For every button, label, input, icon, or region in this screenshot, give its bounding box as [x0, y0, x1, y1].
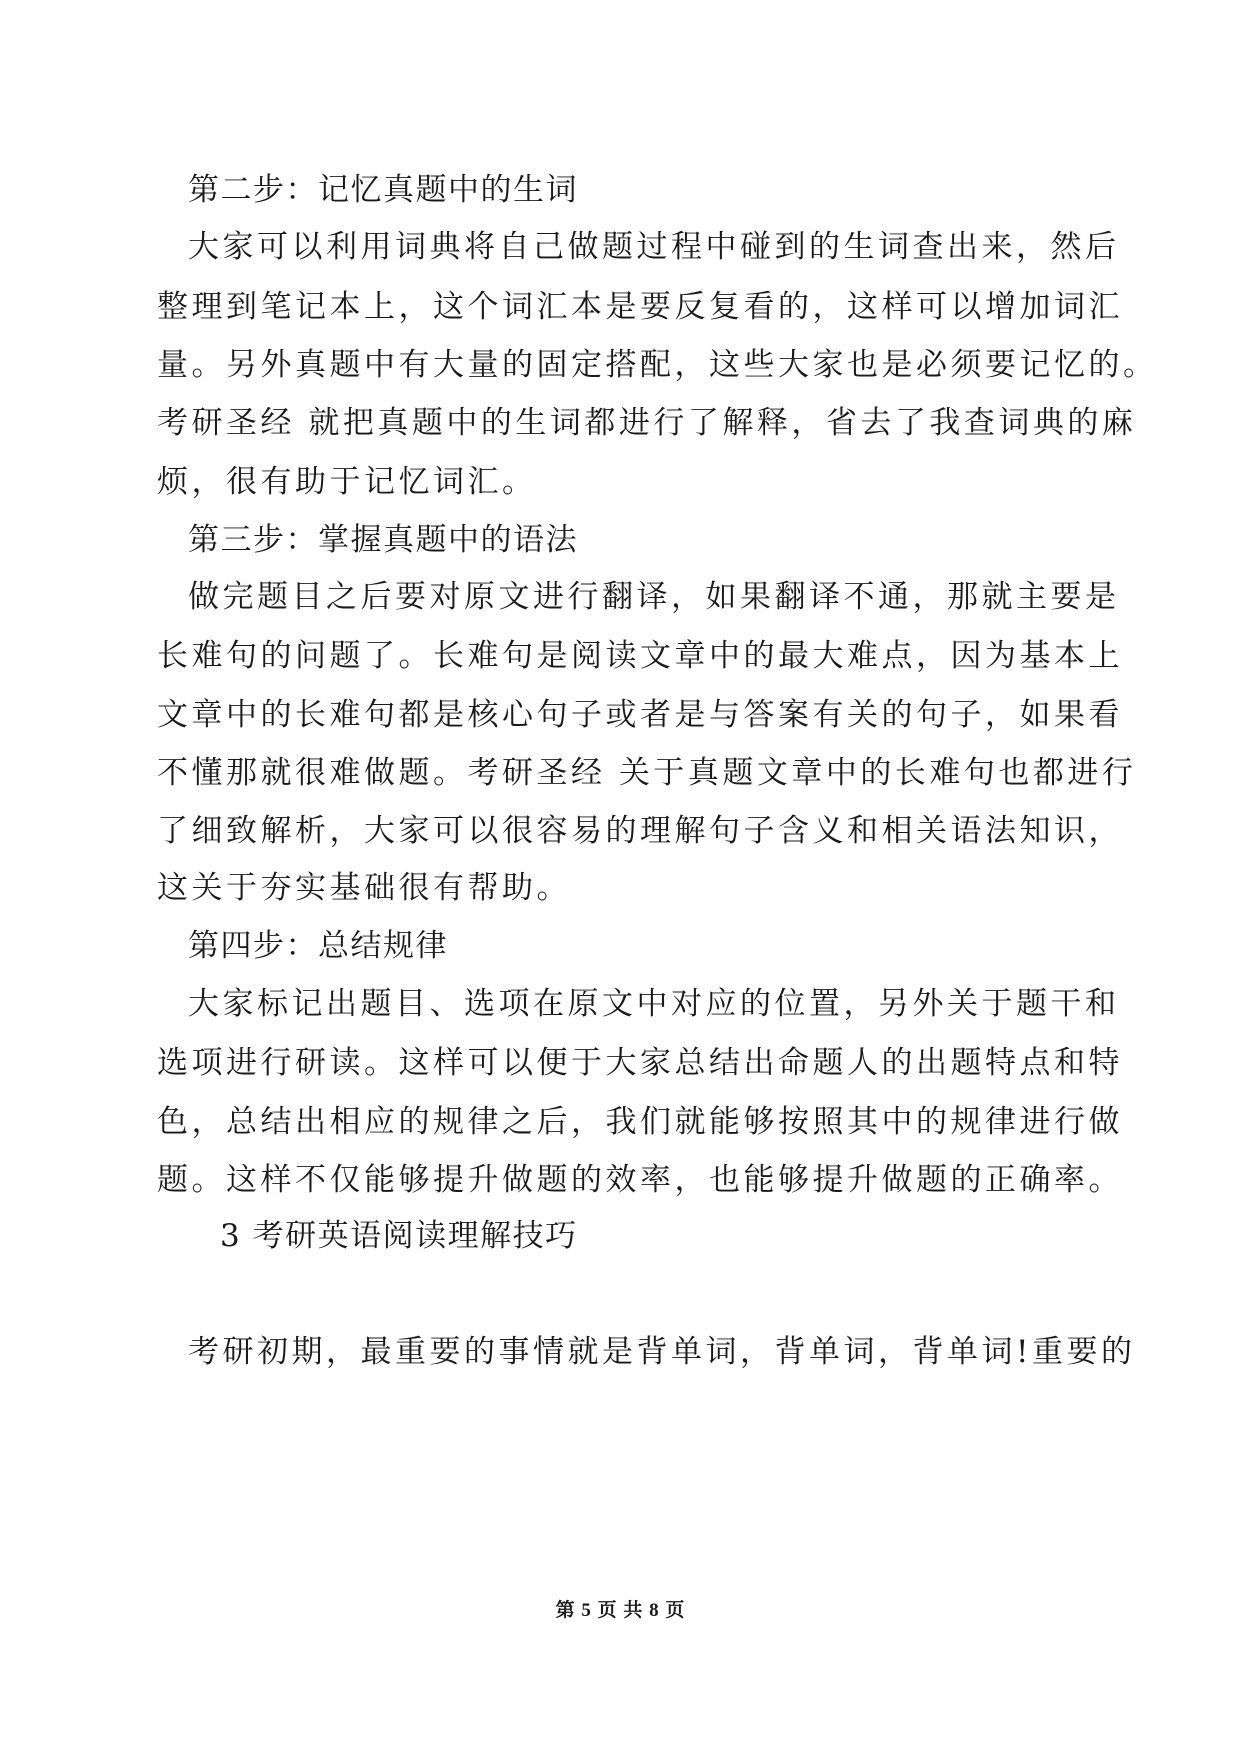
- paragraph-line: 大家可以利用词典将自己做题过程中碰到的生词查出来，然后: [188, 229, 1120, 265]
- paragraph-line: 大家标记出题目、选项在原文中对应的位置，另外关于题干和: [188, 986, 1120, 1022]
- paragraph-line: 不懂那就很难做题。考研圣经 关于真题文章中的长难句也都进行: [157, 755, 1137, 791]
- paragraph-line: 长难句的问题了。长难句是阅读文章中的最大难点，因为基本上: [157, 638, 1123, 674]
- paragraph-line: 量。另外真题中有大量的固定搭配，这些大家也是必须要记忆的。: [157, 347, 1158, 383]
- page-number-footer: 第 5 页 共 8 页: [555, 1600, 686, 1621]
- paragraph-line: 题。这样不仅能够提升做题的效率，也能够提升做题的正确率。: [157, 1162, 1123, 1198]
- step4-heading: 第四步：总结规律: [188, 928, 448, 964]
- step2-heading: 第二步：记忆真题中的生词: [188, 172, 578, 208]
- paragraph-line: 色，总结出相应的规律之后，我们就能够按照其中的规律进行做: [157, 1104, 1123, 1140]
- paragraph-line: 了细致解析，大家可以很容易的理解句子含义和相关语法知识，: [157, 813, 1123, 849]
- paragraph-line: 考研初期，最重要的事情就是背单词，背单词，背单词!重要的: [188, 1334, 1136, 1370]
- paragraph-line: 文章中的长难句都是核心句子或者是与答案有关的句子，如果看: [157, 697, 1123, 733]
- step3-heading: 第三步：掌握真题中的语法: [188, 522, 578, 558]
- paragraph-line: 做完题目之后要对原文进行翻译，如果翻译不通，那就主要是: [188, 579, 1120, 615]
- paragraph-line: 这关于夯实基础很有帮助。: [157, 870, 571, 906]
- paragraph-line: 考研圣经 就把真题中的生词都进行了解释，省去了我查词典的麻: [157, 405, 1137, 441]
- section3-heading: 3 考研英语阅读理解技巧: [220, 1218, 578, 1254]
- paragraph-line: 选项进行研读。这样可以便于大家总结出命题人的出题特点和特: [157, 1045, 1123, 1081]
- paragraph-line: 整理到笔记本上，这个词汇本是要反复看的，这样可以增加词汇: [157, 289, 1123, 325]
- paragraph-line: 烦，很有助于记忆词汇。: [157, 464, 537, 500]
